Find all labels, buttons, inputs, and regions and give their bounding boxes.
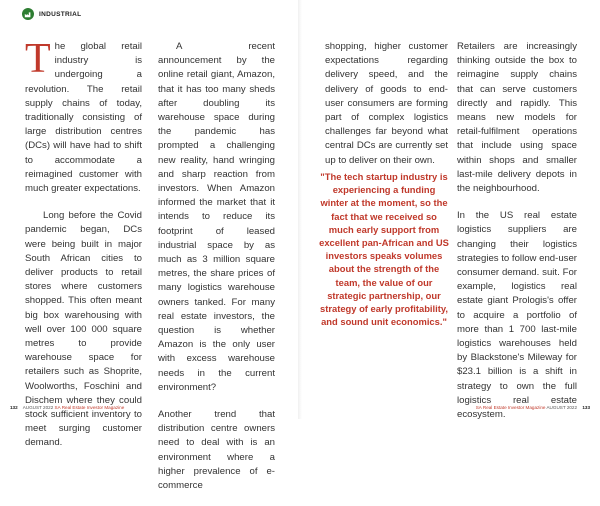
drop-cap: T bbox=[25, 36, 51, 82]
page-gutter bbox=[298, 0, 302, 419]
page-number: 132 bbox=[10, 405, 18, 410]
page-number: 133 bbox=[582, 405, 590, 410]
pull-quote: "The tech startup industry is experiencing a funding winter at the moment, so the fact that we received so much early support from excellent pan-African and US investors speaks volumes about the strength of the team, the value of our strategic partnership, our strategy of early profitability, and sound unit economics." bbox=[319, 171, 449, 328]
article-column-4 bbox=[457, 40, 577, 435]
footer-right bbox=[476, 405, 594, 410]
article-column-2 bbox=[158, 40, 275, 506]
article-paragraph: In the US real estate logistics suppliers are changing their logistics strategies to follow end-user consumer demand. suit. For example, logistics real estate giant Prologis's offer to acquire a portfolio of more than 1 700 last-mile logistics warehouses held by Blackstone's Mileway for $23.1 billion is a shift in strategy to own the full logistics real estate ecosystem. bbox=[457, 210, 577, 421]
article-paragraph: shopping, higher customer expectations regarding delivery speed, and the delivery of goods to end-user consumers are forming part of complex logistics challenges far beyond what central DCs are currently set up to deliver on their own. bbox=[325, 41, 448, 166]
section-tag bbox=[22, 8, 81, 20]
article-column-3 bbox=[325, 40, 448, 181]
publication-name: SA Real Estate Investor Magazine bbox=[54, 405, 125, 410]
issue-date: AUGUST 2022 bbox=[22, 405, 54, 410]
article-paragraph: Another trend that distribution centre owners need to deal with is an environment where a higher prevalence of e-commerce bbox=[158, 409, 275, 492]
publication-name: SA Real Estate Investor Magazine bbox=[475, 405, 546, 410]
article-paragraph: Long before the Covid pandemic began, DCs were being built in major South African cities to deliver products to retail stores where customers shopped. This often meant big box warehousing with well over 100 000 square metres to provide warehouse space for retailers such as Shoprite, Woolworths, Foschini and Dischem where they could stock sufficient inventory to meet surging customer demand. bbox=[25, 210, 142, 449]
issue-date: AUGUST 2022 bbox=[546, 405, 578, 410]
footer-left bbox=[6, 405, 124, 410]
section-label: INDUSTRIAL bbox=[39, 10, 82, 18]
article-column-1 bbox=[22, 36, 142, 464]
article-paragraph: The global retail industry is undergoing a revolution. The retail supply chains of today, traditionally consisting of large distribution centres (DCs) will have had to shift to accommodate a reimagined customer with much greater expectations. bbox=[25, 36, 142, 195]
article-paragraph: A recent announcement by the online retail giant, Amazon, that it has too many sheds after doubling its warehouse space during the pandemic has prompted a challenging new reality, hand wringing and sharp reaction from investors. When Amazon informed the market that it intends to reduce its footprint of leased industrial space by as much as 3 million square metres, the share prices of many logistics warehouse owners tanked. For many real estate investors, the question is whether Amazon is the only user with excess warehouse needs in the current environment? bbox=[158, 41, 275, 393]
industrial-badge-icon bbox=[22, 8, 34, 20]
article-paragraph: Retailers are increasingly thinking outside the box to reimagine supply chains that can serve customers directly and rapidly. This means new models for retail-fulfilment operations that include using space within shops and smaller last-mile delivery depots in the neighbourhood. bbox=[457, 41, 577, 195]
